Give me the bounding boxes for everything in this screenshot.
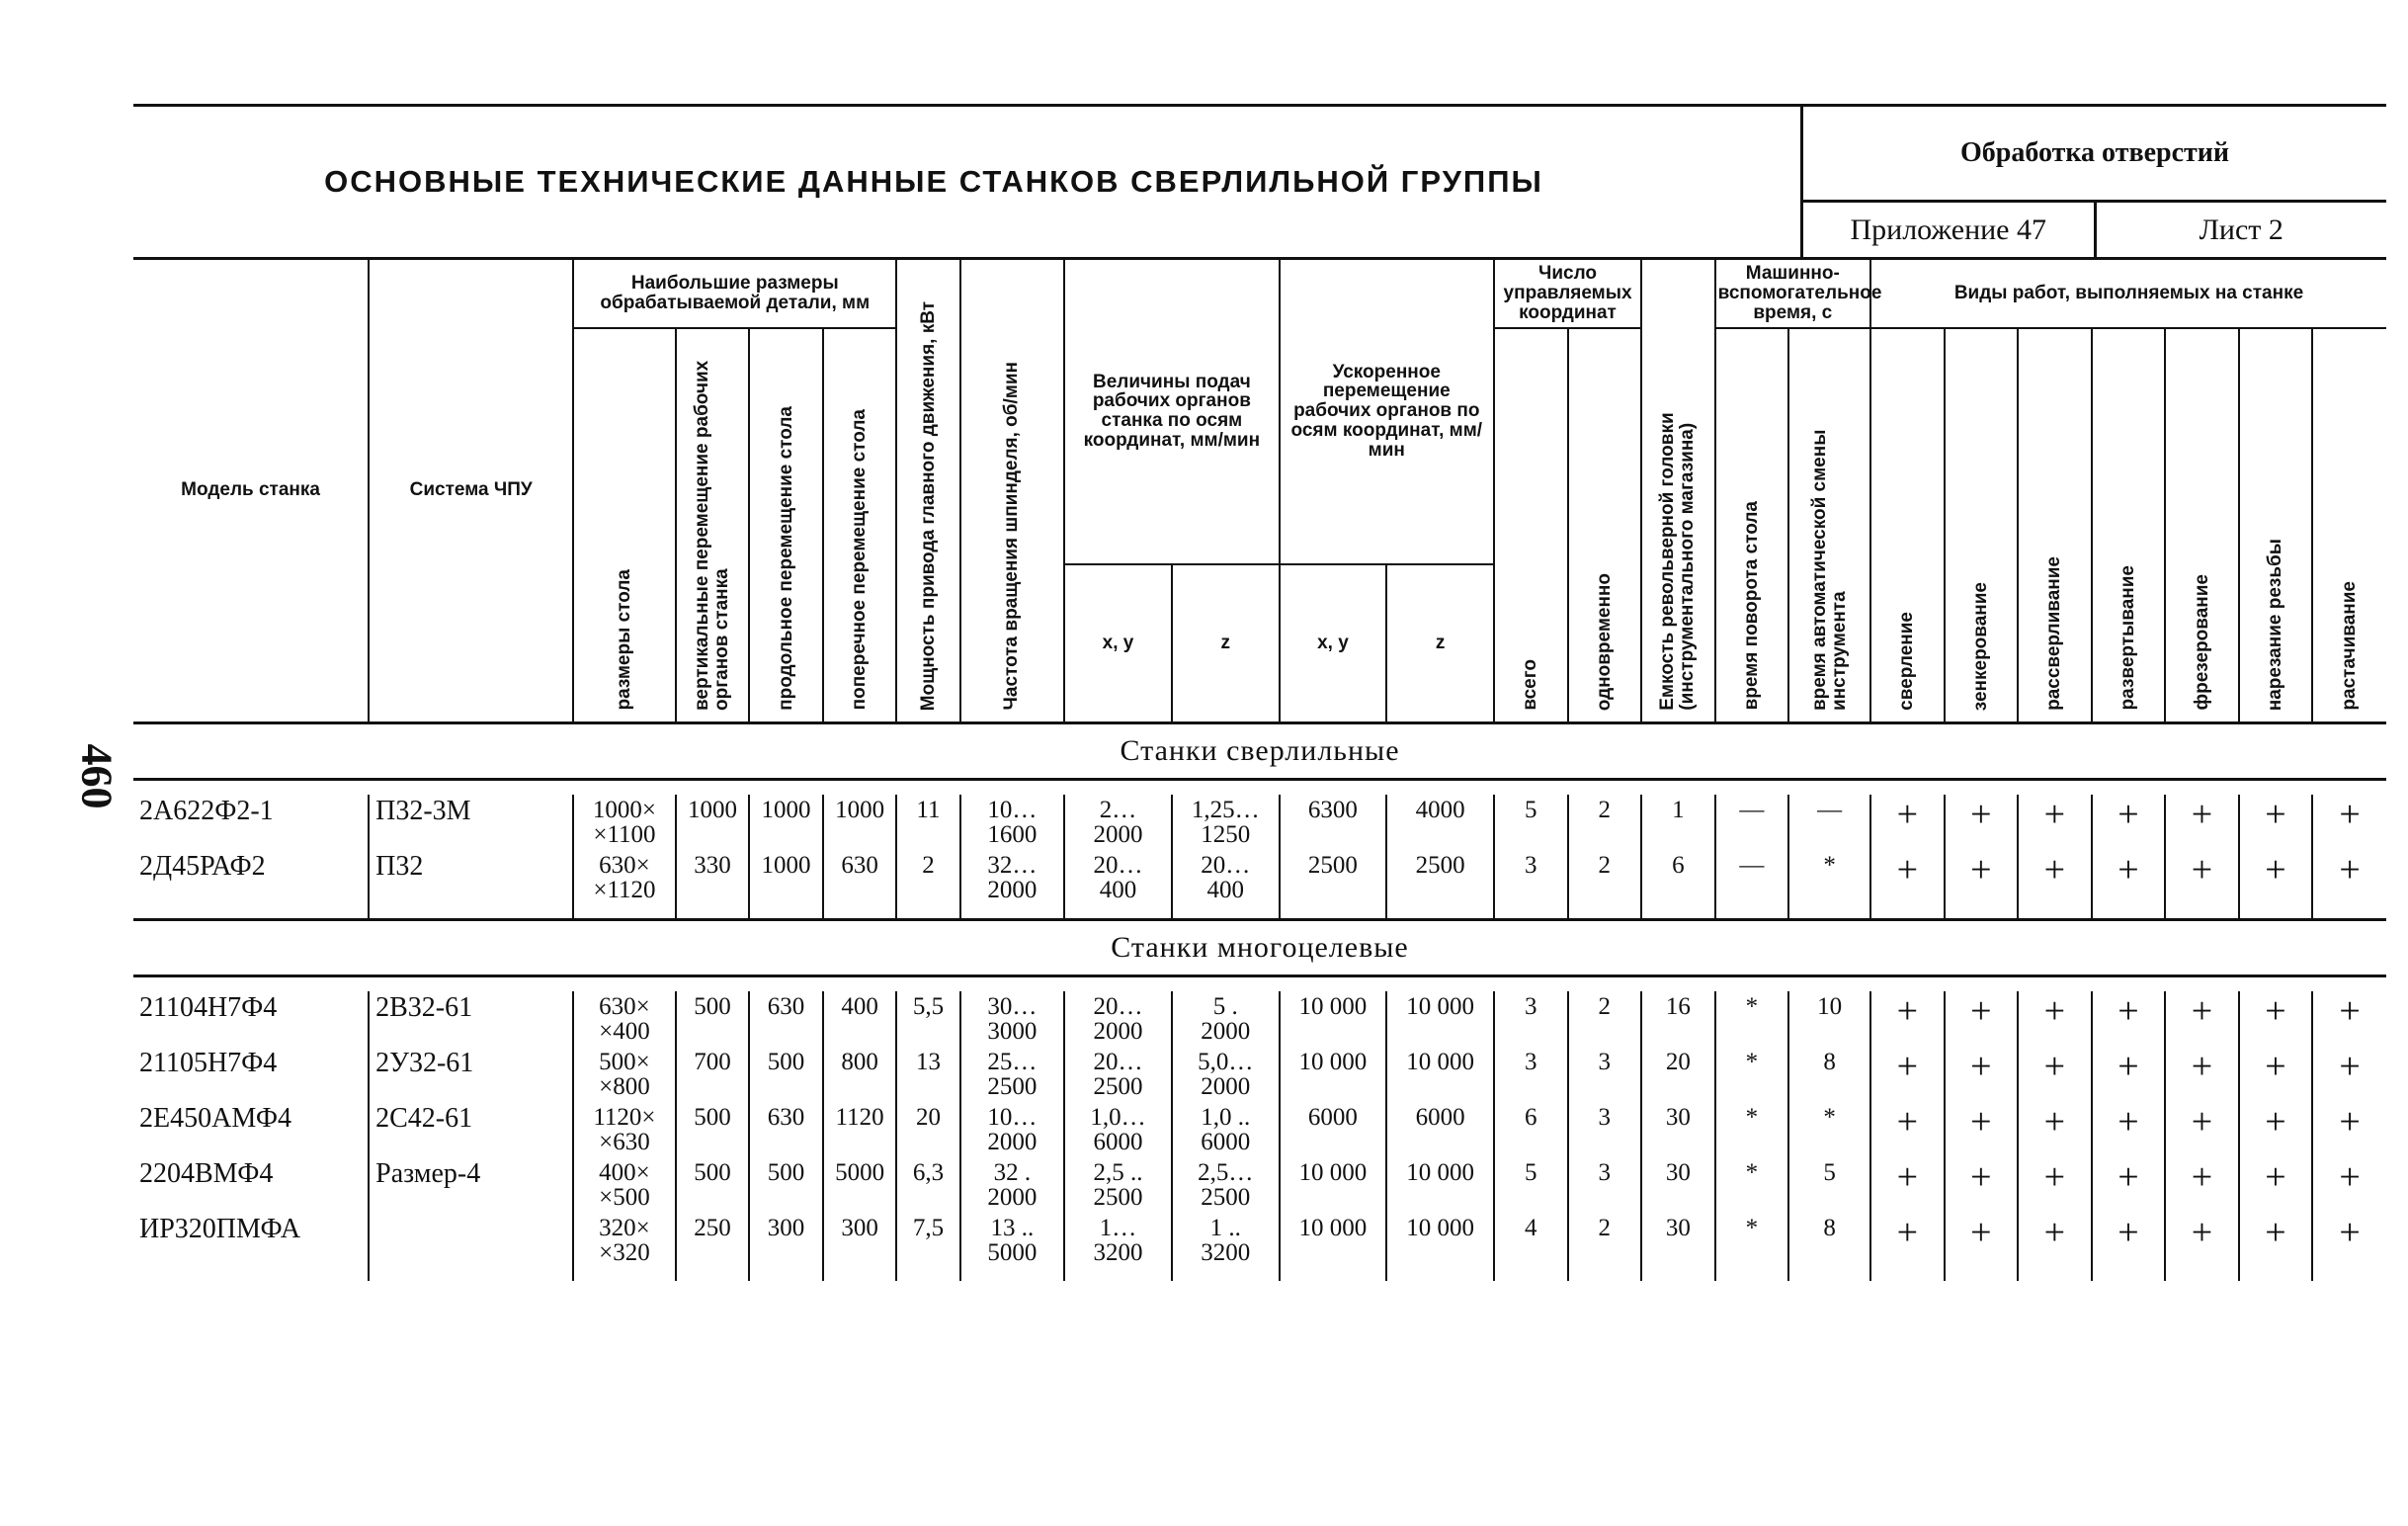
coord-total-cell: 6 bbox=[1494, 1102, 1568, 1157]
vertical-cell: 1000 bbox=[676, 795, 750, 850]
col-rapid-group: Ускоренное перемещение рабочих органов по осям координат, мм/мин bbox=[1280, 260, 1494, 564]
appendix-label: Приложение 47 bbox=[1803, 203, 2097, 257]
table-row bbox=[133, 991, 2386, 1047]
rapid-xy-cell: 10 000 bbox=[1280, 1047, 1387, 1102]
tool-change-cell: 8 bbox=[1788, 1047, 1870, 1102]
transverse-cell: 800 bbox=[823, 1047, 897, 1102]
work-mark-cell: + bbox=[2092, 1213, 2166, 1281]
feed-xy-cell: 20… 2000 bbox=[1064, 991, 1172, 1047]
model-cell: 21105Н7Ф4 bbox=[133, 1047, 369, 1102]
col-power: Мощность привода главного движения, кВт bbox=[896, 260, 959, 722]
col-works-group: Виды работ, выполняемых на станке bbox=[1870, 260, 2386, 328]
tool-change-cell: 8 bbox=[1788, 1213, 1870, 1281]
col-coord-simul: одновременно bbox=[1568, 328, 1642, 722]
rapid-z-cell: 10 000 bbox=[1386, 991, 1494, 1047]
section-row bbox=[133, 722, 2386, 779]
magazine-cell: 30 bbox=[1641, 1213, 1715, 1281]
model-cell: ИР320ПМФА bbox=[133, 1213, 369, 1281]
table-rotation-cell: * bbox=[1715, 1157, 1789, 1213]
work-mark-cell: + bbox=[1945, 1102, 2019, 1157]
model-cell: 2Д45РАФ2 bbox=[133, 850, 369, 920]
work-mark-cell: + bbox=[2092, 1102, 2166, 1157]
table-size-cell: 1120× ×630 bbox=[573, 1102, 676, 1157]
transverse-cell: 5000 bbox=[823, 1157, 897, 1213]
spacer-row bbox=[133, 975, 2386, 991]
col-work-milling: фрезерование bbox=[2165, 328, 2239, 722]
power-cell: 20 bbox=[896, 1102, 959, 1157]
coord-total-cell: 3 bbox=[1494, 991, 1568, 1047]
work-mark-cell: + bbox=[2018, 1213, 2092, 1281]
work-mark-cell: + bbox=[2018, 850, 2092, 920]
rapid-xy-cell: 2500 bbox=[1280, 850, 1387, 920]
spindle-cell: 13 .. 5000 bbox=[960, 1213, 1065, 1281]
work-mark-cell: + bbox=[1870, 1047, 1945, 1102]
feed-z-cell: 20… 400 bbox=[1172, 850, 1280, 920]
system-cell: П32 bbox=[369, 850, 573, 920]
work-mark-cell: + bbox=[2092, 991, 2166, 1047]
tool-change-cell: * bbox=[1788, 850, 1870, 920]
transverse-cell: 400 bbox=[823, 991, 897, 1047]
work-mark-cell: + bbox=[2018, 795, 2092, 850]
table-rotation-cell: — bbox=[1715, 850, 1789, 920]
feed-xy-cell: 2… 2000 bbox=[1064, 795, 1172, 850]
table-row bbox=[133, 1102, 2386, 1157]
system-cell: 2У32-61 bbox=[369, 1047, 573, 1102]
coord-simul-cell: 2 bbox=[1568, 795, 1642, 850]
work-mark-cell: + bbox=[2018, 1157, 2092, 1213]
col-transverse: поперечное перемещение стола bbox=[823, 328, 897, 722]
machines-table bbox=[133, 260, 2386, 1281]
col-coord-total: всего bbox=[1494, 328, 1568, 722]
spacer-cell bbox=[133, 779, 2386, 795]
feed-z-cell: 2,5… 2500 bbox=[1172, 1157, 1280, 1213]
work-mark-cell: + bbox=[2239, 1047, 2313, 1102]
vertical-cell: 250 bbox=[676, 1213, 750, 1281]
work-mark-cell: + bbox=[1870, 795, 1945, 850]
col-longitudinal: продольное перемещение стола bbox=[749, 328, 823, 722]
work-mark-cell: + bbox=[2312, 1213, 2386, 1281]
feed-z-cell: 1,0 .. 6000 bbox=[1172, 1102, 1280, 1157]
vertical-cell: 330 bbox=[676, 850, 750, 920]
table-row bbox=[133, 1213, 2386, 1281]
col-rapid-xy: x, y bbox=[1280, 564, 1387, 723]
transverse-cell: 1000 bbox=[823, 795, 897, 850]
rapid-xy-cell: 10 000 bbox=[1280, 1157, 1387, 1213]
longitudinal-cell: 500 bbox=[749, 1047, 823, 1102]
col-magazine: Емкость револьверной головки (инструментального магазина) bbox=[1641, 260, 1715, 722]
table-rotation-cell: * bbox=[1715, 991, 1789, 1047]
system-cell: 2В32-61 bbox=[369, 991, 573, 1047]
work-mark-cell: + bbox=[2312, 1102, 2386, 1157]
col-work-countersinking: зенкерование bbox=[1945, 328, 2019, 722]
power-cell: 7,5 bbox=[896, 1213, 959, 1281]
vertical-cell: 700 bbox=[676, 1047, 750, 1102]
coord-total-cell: 5 bbox=[1494, 1157, 1568, 1213]
work-mark-cell: + bbox=[1945, 1047, 2019, 1102]
vertical-cell: 500 bbox=[676, 1157, 750, 1213]
rapid-z-cell: 4000 bbox=[1386, 795, 1494, 850]
table-row bbox=[133, 1047, 2386, 1102]
col-system: Система ЧПУ bbox=[369, 260, 573, 722]
work-mark-cell: + bbox=[2018, 1047, 2092, 1102]
tool-change-cell: * bbox=[1788, 1102, 1870, 1157]
col-model: Модель станка bbox=[133, 260, 369, 722]
rapid-z-cell: 2500 bbox=[1386, 850, 1494, 920]
work-mark-cell: + bbox=[2165, 1157, 2239, 1213]
coord-simul-cell: 2 bbox=[1568, 1213, 1642, 1281]
table-size-cell: 630× ×400 bbox=[573, 991, 676, 1047]
magazine-cell: 30 bbox=[1641, 1102, 1715, 1157]
magazine-cell: 30 bbox=[1641, 1157, 1715, 1213]
longitudinal-cell: 630 bbox=[749, 991, 823, 1047]
work-mark-cell: + bbox=[2092, 850, 2166, 920]
feed-xy-cell: 1… 3200 bbox=[1064, 1213, 1172, 1281]
power-cell: 2 bbox=[896, 850, 959, 920]
feed-z-cell: 5,0… 2000 bbox=[1172, 1047, 1280, 1102]
work-mark-cell: + bbox=[2092, 795, 2166, 850]
magazine-cell: 16 bbox=[1641, 991, 1715, 1047]
vertical-cell: 500 bbox=[676, 991, 750, 1047]
coord-total-cell: 3 bbox=[1494, 1047, 1568, 1102]
work-mark-cell: + bbox=[2239, 850, 2313, 920]
table-rotation-cell: * bbox=[1715, 1213, 1789, 1281]
system-cell: П32-3М bbox=[369, 795, 573, 850]
work-mark-cell: + bbox=[2239, 1213, 2313, 1281]
spindle-cell: 10… 1600 bbox=[960, 795, 1065, 850]
table-size-cell: 1000× ×1100 bbox=[573, 795, 676, 850]
feed-z-cell: 5 . 2000 bbox=[1172, 991, 1280, 1047]
transverse-cell: 630 bbox=[823, 850, 897, 920]
spindle-cell: 32 . 2000 bbox=[960, 1157, 1065, 1213]
work-mark-cell: + bbox=[1870, 1213, 1945, 1281]
work-mark-cell: + bbox=[1945, 850, 2019, 920]
power-cell: 13 bbox=[896, 1047, 959, 1102]
table-size-cell: 320× ×320 bbox=[573, 1213, 676, 1281]
table-size-cell: 500× ×800 bbox=[573, 1047, 676, 1102]
section-row bbox=[133, 919, 2386, 975]
section-title: Станки сверлильные bbox=[133, 722, 2386, 779]
model-cell: 2Е450АМФ4 bbox=[133, 1102, 369, 1157]
work-mark-cell: + bbox=[2312, 795, 2386, 850]
rapid-z-cell: 6000 bbox=[1386, 1102, 1494, 1157]
transverse-cell: 1120 bbox=[823, 1102, 897, 1157]
work-mark-cell: + bbox=[2165, 1213, 2239, 1281]
work-mark-cell: + bbox=[1945, 1157, 2019, 1213]
work-mark-cell: + bbox=[2092, 1047, 2166, 1102]
work-mark-cell: + bbox=[1870, 991, 1945, 1047]
header-right-block bbox=[1800, 107, 2386, 257]
work-mark-cell: + bbox=[1945, 1213, 2019, 1281]
system-cell: Размер-4 bbox=[369, 1157, 573, 1213]
magazine-cell: 20 bbox=[1641, 1047, 1715, 1102]
table-size-cell: 630× ×1120 bbox=[573, 850, 676, 920]
section-title: Станки многоцелевые bbox=[133, 919, 2386, 975]
transverse-cell: 300 bbox=[823, 1213, 897, 1281]
col-work-boring: растачивание bbox=[2312, 328, 2386, 722]
feed-xy-cell: 20… 400 bbox=[1064, 850, 1172, 920]
work-mark-cell: + bbox=[2312, 991, 2386, 1047]
tool-change-cell: — bbox=[1788, 795, 1870, 850]
document-header bbox=[133, 104, 2386, 260]
col-tool-change: время автоматической смены инструмента bbox=[1788, 328, 1870, 722]
longitudinal-cell: 1000 bbox=[749, 795, 823, 850]
coord-simul-cell: 2 bbox=[1568, 991, 1642, 1047]
feed-z-cell: 1,25… 1250 bbox=[1172, 795, 1280, 850]
spindle-cell: 32… 2000 bbox=[960, 850, 1065, 920]
work-mark-cell: + bbox=[2239, 795, 2313, 850]
feed-z-cell: 1 .. 3200 bbox=[1172, 1213, 1280, 1281]
longitudinal-cell: 300 bbox=[749, 1213, 823, 1281]
work-mark-cell: + bbox=[1945, 795, 2019, 850]
feed-xy-cell: 2,5 .. 2500 bbox=[1064, 1157, 1172, 1213]
table-row bbox=[133, 850, 2386, 920]
rapid-xy-cell: 10 000 bbox=[1280, 991, 1387, 1047]
col-work-drilling: сверление bbox=[1870, 328, 1945, 722]
document-sheet bbox=[133, 104, 2386, 1281]
col-work-reaming: развертывание bbox=[2092, 328, 2166, 722]
work-mark-cell: + bbox=[1870, 850, 1945, 920]
coord-total-cell: 3 bbox=[1494, 850, 1568, 920]
system-cell bbox=[369, 1213, 573, 1281]
coord-total-cell: 4 bbox=[1494, 1213, 1568, 1281]
page-title: ОСНОВНЫЕ ТЕХНИЧЕСКИЕ ДАННЫЕ СТАНКОВ СВЕРЛИЛЬНОЙ ГРУППЫ bbox=[324, 164, 1543, 199]
rapid-xy-cell: 6300 bbox=[1280, 795, 1387, 850]
system-cell: 2С42-61 bbox=[369, 1102, 573, 1157]
work-mark-cell: + bbox=[2018, 991, 2092, 1047]
work-mark-cell: + bbox=[2312, 1157, 2386, 1213]
col-vertical: вертикальные перемещение рабочих органов станка bbox=[676, 328, 750, 722]
work-mark-cell: + bbox=[2165, 991, 2239, 1047]
model-cell: 21104Н7Ф4 bbox=[133, 991, 369, 1047]
col-table-rotation: время поворота стола bbox=[1715, 328, 1789, 722]
col-table-size: размеры стола bbox=[573, 328, 676, 722]
col-work-threading: нарезание резьбы bbox=[2239, 328, 2313, 722]
page-number: 460 bbox=[72, 743, 122, 809]
rapid-z-cell: 10 000 bbox=[1386, 1047, 1494, 1102]
spacer-row bbox=[133, 779, 2386, 795]
work-mark-cell: + bbox=[2165, 1102, 2239, 1157]
feed-xy-cell: 20… 2500 bbox=[1064, 1047, 1172, 1102]
longitudinal-cell: 630 bbox=[749, 1102, 823, 1157]
work-mark-cell: + bbox=[2239, 991, 2313, 1047]
vertical-cell: 500 bbox=[676, 1102, 750, 1157]
model-cell: 2204ВМФ4 bbox=[133, 1157, 369, 1213]
work-mark-cell: + bbox=[2018, 1102, 2092, 1157]
work-mark-cell: + bbox=[1945, 991, 2019, 1047]
work-mark-cell: + bbox=[2165, 1047, 2239, 1102]
coord-simul-cell: 3 bbox=[1568, 1047, 1642, 1102]
power-cell: 5,5 bbox=[896, 991, 959, 1047]
magazine-cell: 1 bbox=[1641, 795, 1715, 850]
longitudinal-cell: 1000 bbox=[749, 850, 823, 920]
rapid-z-cell: 10 000 bbox=[1386, 1213, 1494, 1281]
col-aux-group: Машинно-вспомогательное время, с bbox=[1715, 260, 1870, 328]
model-cell: 2А622Ф2-1 bbox=[133, 795, 369, 850]
work-mark-cell: + bbox=[2239, 1102, 2313, 1157]
col-work-redrilling: рассверливание bbox=[2018, 328, 2092, 722]
longitudinal-cell: 500 bbox=[749, 1157, 823, 1213]
power-cell: 11 bbox=[896, 795, 959, 850]
spacer-cell bbox=[133, 975, 2386, 991]
tool-change-cell: 5 bbox=[1788, 1157, 1870, 1213]
work-mark-cell: + bbox=[2239, 1157, 2313, 1213]
spindle-cell: 25… 2500 bbox=[960, 1047, 1065, 1102]
power-cell: 6,3 bbox=[896, 1157, 959, 1213]
col-feed-xy: x, y bbox=[1064, 564, 1172, 723]
spindle-cell: 10… 2000 bbox=[960, 1102, 1065, 1157]
work-mark-cell: + bbox=[2312, 1047, 2386, 1102]
col-feed-group: Величины подач рабочих органов станка по осям координат, мм/мин bbox=[1064, 260, 1279, 564]
coord-simul-cell: 3 bbox=[1568, 1102, 1642, 1157]
sheet-label: Лист 2 bbox=[2199, 212, 2283, 246]
table-body bbox=[133, 722, 2386, 1281]
coord-simul-cell: 2 bbox=[1568, 850, 1642, 920]
col-coord-group: Число управляемых координат bbox=[1494, 260, 1641, 328]
col-rapid-z: z bbox=[1386, 564, 1494, 723]
table-row bbox=[133, 1157, 2386, 1213]
work-mark-cell: + bbox=[2092, 1157, 2166, 1213]
rapid-z-cell: 10 000 bbox=[1386, 1157, 1494, 1213]
feed-xy-cell: 1,0… 6000 bbox=[1064, 1102, 1172, 1157]
table-rotation-cell: — bbox=[1715, 795, 1789, 850]
coord-total-cell: 5 bbox=[1494, 795, 1568, 850]
rapid-xy-cell: 6000 bbox=[1280, 1102, 1387, 1157]
rapid-xy-cell: 10 000 bbox=[1280, 1213, 1387, 1281]
table-size-cell: 400× ×500 bbox=[573, 1157, 676, 1213]
table-row bbox=[133, 795, 2386, 850]
col-feed-z: z bbox=[1172, 564, 1280, 723]
table-rotation-cell: * bbox=[1715, 1102, 1789, 1157]
work-mark-cell: + bbox=[2165, 795, 2239, 850]
work-mark-cell: + bbox=[2165, 850, 2239, 920]
tool-change-cell: 10 bbox=[1788, 991, 1870, 1047]
coord-simul-cell: 3 bbox=[1568, 1157, 1642, 1213]
spindle-cell: 30… 3000 bbox=[960, 991, 1065, 1047]
work-mark-cell: + bbox=[1870, 1102, 1945, 1157]
col-dims-group: Наибольшие размеры обрабатываемой детали, мм bbox=[573, 260, 896, 328]
section-title: Обработка отверстий bbox=[1803, 107, 2386, 203]
magazine-cell: 6 bbox=[1641, 850, 1715, 920]
table-rotation-cell: * bbox=[1715, 1047, 1789, 1102]
work-mark-cell: + bbox=[1870, 1157, 1945, 1213]
col-spindle: Частота вращения шпинделя, об/мин bbox=[960, 260, 1065, 722]
work-mark-cell: + bbox=[2312, 850, 2386, 920]
header-sub bbox=[1803, 203, 2386, 257]
